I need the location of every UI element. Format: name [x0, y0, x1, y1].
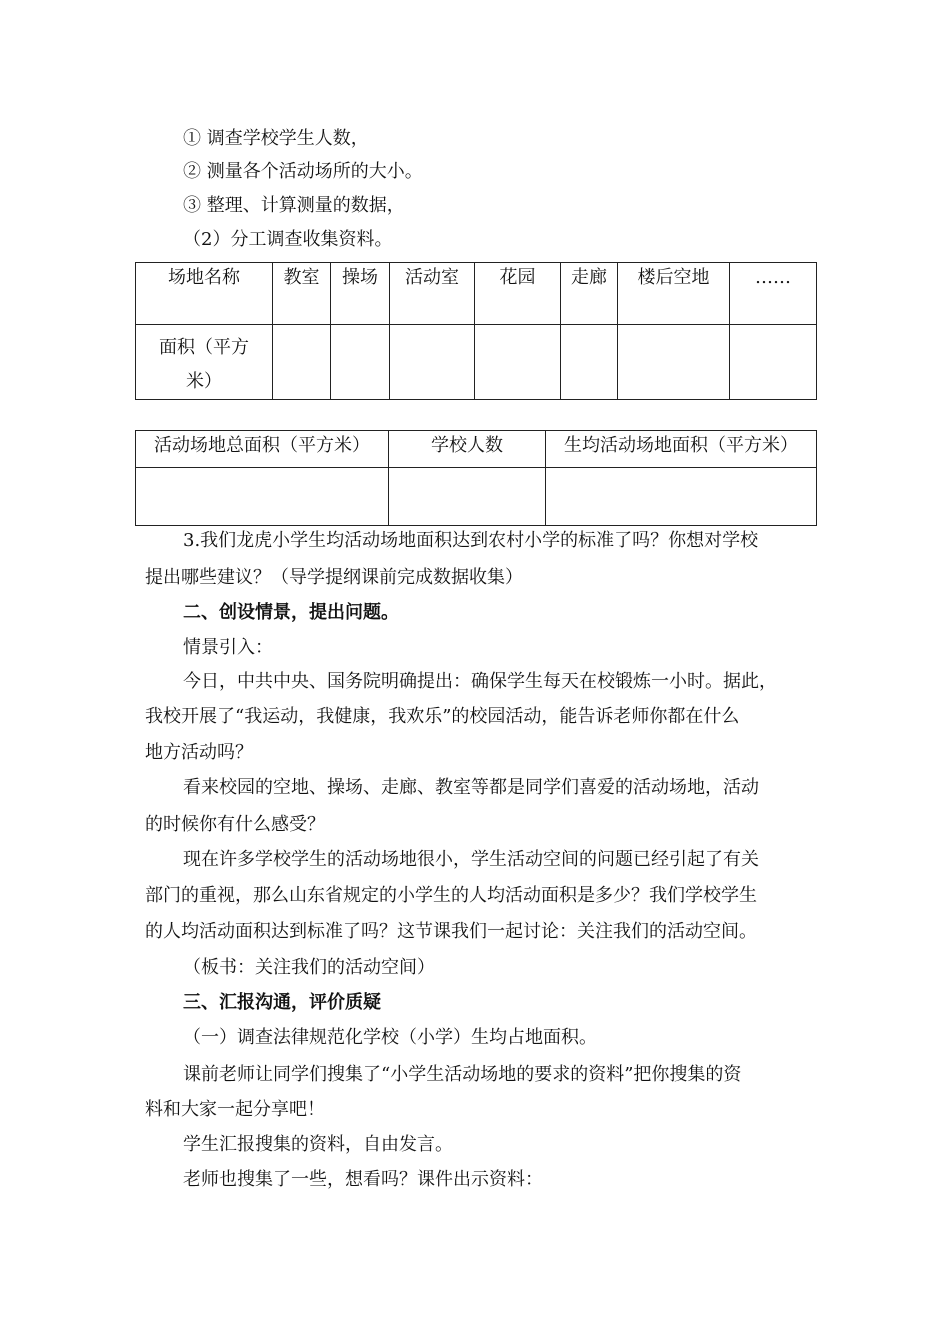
section-2-title: 二、创设情景，提出问题。	[183, 602, 399, 623]
paragraph-2-line-2: 的时候你有什么感受？	[145, 814, 325, 835]
paragraph-1-line-2: 我校开展了“我运动，我健康，我欢乐”的校园活动，能告诉老师你都在什么	[145, 706, 740, 727]
paragraph-3-line-2: 部门的重视，那么山东省规定的小学生的人均活动面积是多少？我们学校学生	[145, 885, 757, 906]
column-back-lot: 楼后空地	[618, 263, 730, 325]
summary-table	[135, 430, 817, 526]
site-area-table	[135, 262, 817, 400]
area-cell	[273, 325, 331, 400]
question-3-line-1: 3.我们龙虎小学生均活动场地面积达到农村小学的标准了吗？你想对学校	[183, 530, 759, 551]
area-cell	[390, 325, 475, 400]
step-2: ② 测量各个活动场所的大小。	[183, 161, 423, 182]
collect-heading: （2）分工调查收集资料。	[183, 229, 393, 250]
question-3-line-2: 提出哪些建议？（导学提纲课前完成数据收集）	[145, 567, 523, 588]
paragraph-3-line-3: 的人均活动面积达到标准了吗？这节课我们一起讨论：关注我们的活动空间。	[145, 921, 757, 942]
step-3: ③ 整理、计算测量的数据，	[183, 195, 405, 216]
total-area-header: 活动场地总面积（平方米）	[136, 431, 389, 468]
section-3-title: 三、汇报沟通，评价质疑	[183, 992, 381, 1013]
area-cell	[475, 325, 561, 400]
per-student-area-header: 生均活动场地面积（平方米）	[546, 431, 817, 468]
board-note: （板书：关注我们的活动空间）	[183, 957, 435, 978]
paragraph-3-line-1: 现在许多学校学生的活动场地很小，学生活动空间的问题已经引起了有关	[183, 849, 759, 870]
summary-cell	[136, 468, 389, 526]
column-corridor: 走廊	[561, 263, 618, 325]
summary-cell	[389, 468, 546, 526]
area-cell	[730, 325, 817, 400]
column-classroom: 教室	[273, 263, 331, 325]
student-count-header: 学校人数	[389, 431, 546, 468]
paragraph-1-line-3: 地方活动吗？	[145, 742, 253, 763]
paragraph-1-line-1: 今日，中共中央、国务院明确提出：确保学生每天在校锻炼一小时。据此，	[183, 671, 777, 692]
column-garden: 花园	[475, 263, 561, 325]
paragraph-4-line-2: 料和大家一起分享吧！	[145, 1099, 325, 1120]
area-cell	[618, 325, 730, 400]
subsection-1-title: （一）调查法律规范化学校（小学）生均占地面积。	[183, 1027, 597, 1048]
scene-intro: 情景引入：	[183, 637, 273, 658]
paragraph-6: 老师也搜集了一些，想看吗？课件出示资料：	[183, 1169, 543, 1190]
column-activity-room: 活动室	[390, 263, 475, 325]
column-ellipsis: ……	[730, 263, 817, 325]
paragraph-4-line-1: 课前老师让同学们搜集了“小学生活动场地的要求的资料”把你搜集的资	[183, 1064, 742, 1085]
summary-cell	[546, 468, 817, 526]
area-cell	[331, 325, 390, 400]
column-playground: 操场	[331, 263, 390, 325]
step-1: ① 调查学校学生人数，	[183, 128, 369, 149]
paragraph-2-line-1: 看来校园的空地、操场、走廊、教室等都是同学们喜爱的活动场地，活动	[183, 777, 759, 798]
paragraph-5: 学生汇报搜集的资料，自由发言。	[183, 1134, 453, 1155]
area-row-label: 面积（平方米）	[136, 325, 273, 400]
site-name-header: 场地名称	[136, 263, 273, 325]
area-cell	[561, 325, 618, 400]
